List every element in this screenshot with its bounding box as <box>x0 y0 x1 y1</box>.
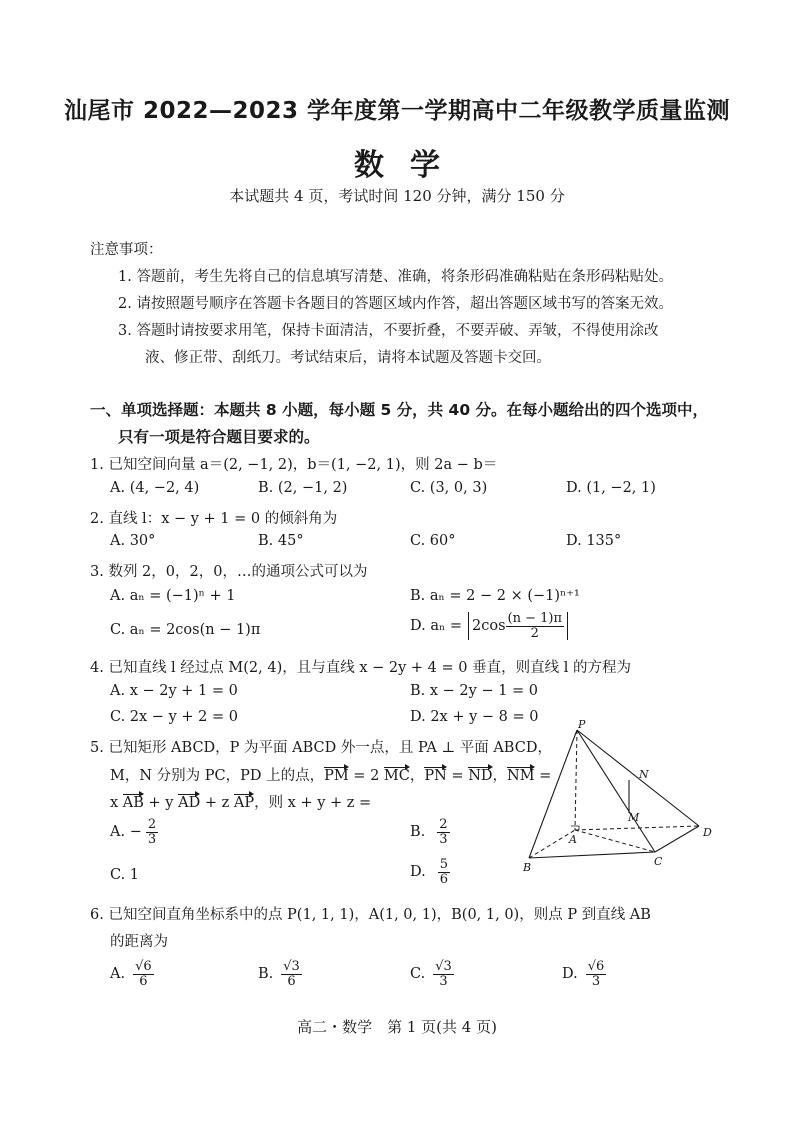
numerator: √6 <box>135 959 152 974</box>
label-p: P <box>578 718 586 731</box>
pyramid-figure <box>515 718 720 878</box>
q4-stem: 4. 已知直线 l 经过点 M(2, 4)，且与直线 x − 2y + 4 = 0 垂直，则直线 l 的方程为 <box>90 660 631 676</box>
vector-pm: PM <box>324 768 349 784</box>
label-m: M <box>628 811 640 824</box>
q6-option-c <box>410 960 454 988</box>
q5-line-3-end: ，则 x + y + z = <box>254 795 372 811</box>
vector-ad: AD <box>178 795 201 811</box>
q2-stem: 2. 直线 l：x − y + 1 = 0 的倾斜角为 <box>90 511 338 527</box>
edge-ad <box>575 826 699 830</box>
q5-option-a-fraction <box>146 818 158 846</box>
q5-eq: = <box>534 768 552 784</box>
denominator: 6 <box>439 871 448 887</box>
q6-option-d-prefix: D. <box>562 966 578 983</box>
section-1-heading-cont: 只有一项是符合题目要求的。 <box>118 428 320 446</box>
denominator: 3 <box>591 973 601 989</box>
q2-option-b: B. 45° <box>258 533 304 549</box>
q5-line-1: 5. 已知矩形 ABCD，P 为平面 ABCD 外一点，且 PA ⊥ 平面 ABCD， <box>90 740 552 756</box>
numerator: 2 <box>439 817 448 832</box>
numerator: √3 <box>435 959 452 974</box>
q3-option-d-denominator: 2 <box>530 625 539 641</box>
q3-option-d <box>410 612 568 640</box>
q3-stem: 3. 数列 2，0，2，0，…的通项公式可以为 <box>90 564 368 580</box>
q1-option-b: B. (2, −1, 2) <box>258 480 348 496</box>
q5-option-a-prefix: A. − <box>110 824 142 841</box>
numerator: 2 <box>147 817 157 832</box>
notice-item-3-cont: 液、修正带、刮纸刀。考试结束后，请将本试题及答题卡交回。 <box>145 350 551 366</box>
numerator: √6 <box>587 959 605 974</box>
q5-option-d-prefix: D. <box>410 864 426 881</box>
q1-option-c: C. (3, 0, 3) <box>410 480 488 496</box>
q5-option-b-prefix: B. <box>410 824 426 841</box>
q5-option-b-fraction <box>437 818 449 846</box>
abs-value-bars <box>468 612 568 640</box>
q6-option-b <box>258 960 302 988</box>
q1-option-d: D. (1, −2, 1) <box>566 480 656 496</box>
q4-option-b: B. x − 2y − 1 = 0 <box>410 683 539 699</box>
q6-option-a <box>110 960 154 988</box>
q3-option-a: A. aₙ = (−1)ⁿ + 1 <box>110 588 236 604</box>
page-footer: 高二・数学 第 1 页(共 4 页) <box>297 1018 497 1036</box>
q6-option-a-fraction <box>133 960 154 988</box>
label-a: A <box>569 833 577 846</box>
q2-option-c: C. 60° <box>410 533 456 549</box>
q5-line-2 <box>110 764 551 785</box>
q5-option-c: C. 1 <box>110 867 140 883</box>
denominator: 3 <box>439 973 448 989</box>
q5-eq: = <box>446 768 469 784</box>
label-b: B <box>523 861 532 874</box>
exam-title: 汕尾市 2022—2023 学年度第一学期高中二年级教学质量监测 <box>63 98 731 124</box>
q6-option-a-prefix: A. <box>110 966 126 983</box>
q1-option-a: A. (4, −2, 4) <box>110 480 200 496</box>
vector-pn: PN <box>424 768 447 784</box>
q5-option-d <box>410 858 450 886</box>
q1-stem: 1. 已知空间向量 a＝(2, −1, 2)，b＝(1, −2, 1)，则 2a − b＝ <box>90 457 498 473</box>
vector-ap: AP <box>233 795 255 811</box>
exam-info: 本试题共 4 页，考试时间 120 分钟，满分 150 分 <box>229 187 565 205</box>
q5-comma: ， <box>409 768 425 784</box>
label-d: D <box>703 826 712 839</box>
q5-line-3 <box>110 791 371 812</box>
q3-option-b: B. aₙ = 2 − 2 × (−1)ⁿ⁺¹ <box>410 588 580 604</box>
denominator: 3 <box>439 831 448 847</box>
q6-option-c-prefix: C. <box>410 966 426 983</box>
q5-option-a <box>110 818 158 846</box>
q5-comma: ， <box>492 768 508 784</box>
q3-option-c: C. aₙ = 2cos(n − 1)π <box>110 622 261 638</box>
q4-option-c: C. 2x − y + 2 = 0 <box>110 709 238 725</box>
subject-heading: 数学 <box>354 148 466 183</box>
q6-line-2: 的距离为 <box>110 934 168 950</box>
label-c: C <box>654 855 663 868</box>
denominator: 6 <box>139 973 148 989</box>
edge-cd <box>655 826 699 852</box>
section-1-heading: 一、单项选择题：本题共 8 小题，每小题 5 分，共 40 分。在每小题给出的四个选项中， <box>90 401 709 419</box>
q6-option-d-fraction <box>586 960 607 988</box>
vector-nd: ND <box>468 768 493 784</box>
q5-eq: = 2 <box>348 768 384 784</box>
q3-option-d-lead: 2cos <box>472 618 506 635</box>
q2-option-d: D. 135° <box>566 533 622 549</box>
q5-coef-x: x <box>110 795 123 811</box>
q4-option-d: D. 2x + y − 8 = 0 <box>410 709 539 725</box>
vector-nm: NM <box>507 768 535 784</box>
q5-option-d-fraction <box>438 858 450 886</box>
q4-option-a: A. x − 2y + 1 = 0 <box>110 683 238 699</box>
q5-coef-z: + z <box>200 795 234 811</box>
notice-label: 注意事项： <box>90 242 163 258</box>
q5-coef-y: + y <box>143 795 179 811</box>
edge-pa <box>575 730 577 830</box>
edge-bc <box>529 852 655 858</box>
q3-option-d-numerator: (n − 1)π <box>507 611 563 626</box>
vector-mc: MC <box>383 768 410 784</box>
numerator: 5 <box>439 857 448 872</box>
denominator: 6 <box>287 973 296 989</box>
vector-ab: AB <box>122 795 144 811</box>
q5-option-b <box>410 818 450 846</box>
denominator: 3 <box>147 831 157 847</box>
q6-option-b-fraction <box>281 960 302 988</box>
q6-line-1: 6. 已知空间直角坐标系中的点 P(1, 1, 1)，A(1, 0, 1)，B(0, 1, 0)，则点 P 到直线 AB <box>90 907 651 923</box>
q6-option-c-fraction <box>433 960 454 988</box>
numerator: √3 <box>283 959 300 974</box>
q3-option-d-prefix: D. aₙ = <box>410 618 463 635</box>
label-n: N <box>639 768 649 781</box>
notice-item-3: 3. 答题时请按要求用笔，保持卡面清洁，不要折叠，不要弄破、弄皱，不得使用涂改 <box>118 323 659 339</box>
q6-option-d <box>562 960 606 988</box>
notice-item-1: 1. 答题前，考生先将自己的信息填写清楚、准确，将条形码准确粘贴在条形码粘贴处。 <box>118 269 673 285</box>
q3-option-d-fraction <box>506 612 565 640</box>
q6-option-b-prefix: B. <box>258 966 274 983</box>
q5-line-2-text: M，N 分别为 PC，PD 上的点， <box>110 768 325 784</box>
notice-item-2: 2. 请按照题号顺序在答题卡各题目的答题区域内作答，超出答题区域书写的答案无效。 <box>118 296 673 312</box>
q2-option-a: A. 30° <box>110 533 156 549</box>
